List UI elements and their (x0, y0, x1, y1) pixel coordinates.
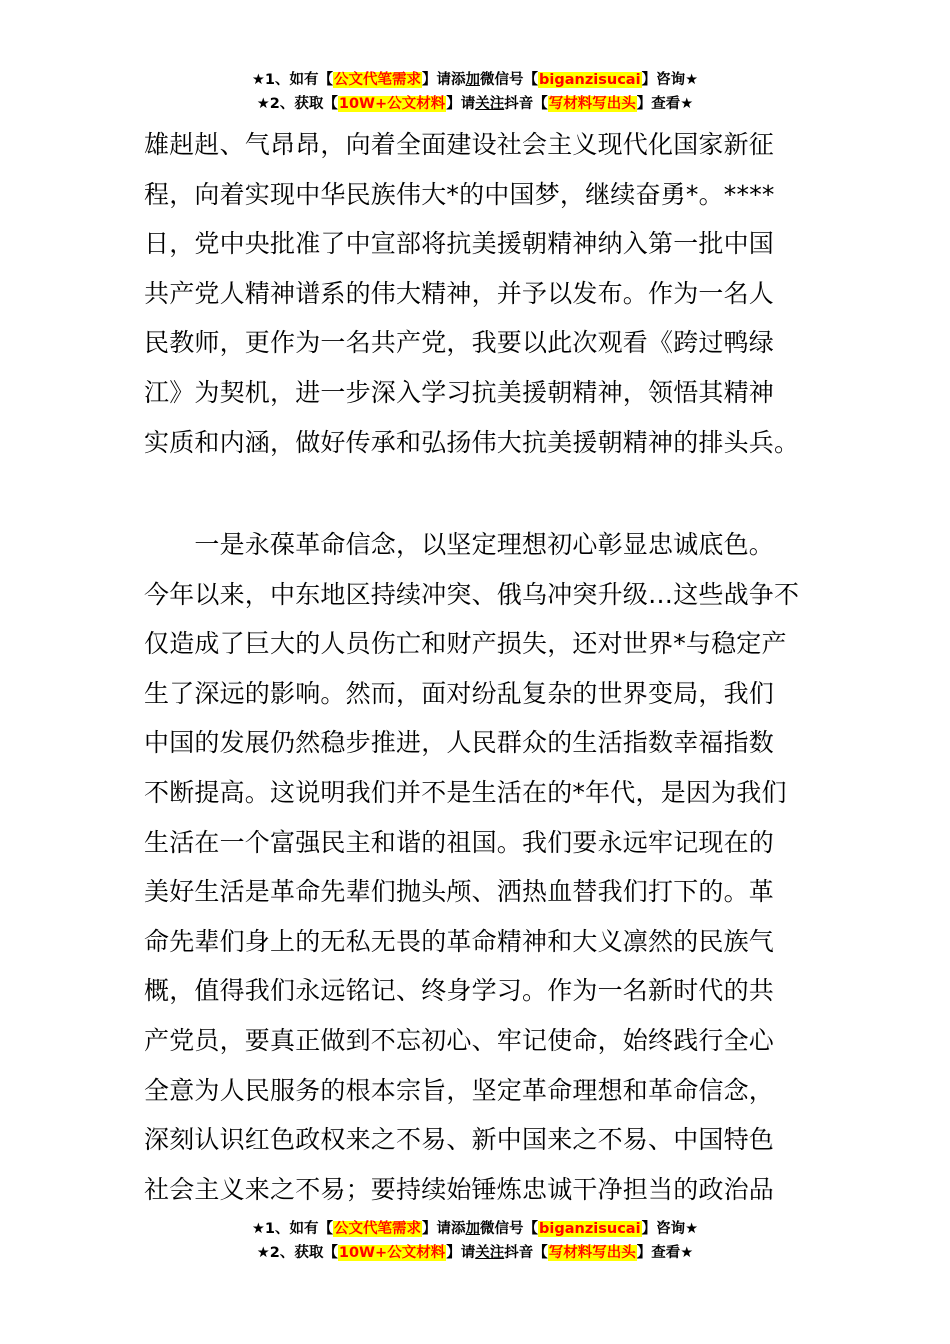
text-line: 生活在一个富强民主和谐的祖国。我们要永远牢记现在的 (144, 827, 775, 857)
text-line: 中国的发展仍然稳步推进，人民群众的生活指数幸福指数 (144, 728, 775, 758)
materials-highlight: 10W+公文材料 (338, 96, 446, 112)
text-line: 程，向着实现中华民族伟大*的中国梦，继续奋勇*。**** (144, 179, 775, 209)
header-line-2-suffix: 】查看★ (636, 96, 694, 112)
text-line: 命先辈们身上的无私无畏的革命精神和大义凛然的民族气 (144, 926, 775, 956)
text-line: 雄赳赳、气昂昂，向着全面建设社会主义现代化国家新征 (144, 130, 775, 159)
footer-line-1-middle: 】请添 (422, 1221, 466, 1237)
text-line: 生了深远的影响。然而，面对纷乱复杂的世界变局，我们 (144, 678, 775, 708)
text-line: 今年以来，中东地区持续冲突、俄乌冲突升级…这些战争不 (144, 579, 800, 609)
footer-line-2-underlined: 关注 (475, 1245, 505, 1261)
text-line: 共产党人精神谱系的伟大精神，并予以发布。作为一名人 (144, 278, 775, 308)
header-line-2 (0, 93, 950, 117)
header-line-1-middle-2: 微信号【 (480, 72, 539, 88)
footer-line-1-middle-2: 微信号【 (480, 1221, 539, 1237)
header-line-1 (0, 69, 950, 93)
footer-line-2 (0, 1242, 950, 1266)
text-line: 全意为人民服务的根本宗旨，坚定革命理想和革命信念， (144, 1075, 775, 1105)
footer-line-2-middle: 】请 (446, 1245, 476, 1261)
footer-line-1-suffix: 】咨询★ (641, 1221, 699, 1237)
footer-line-1 (0, 1218, 950, 1242)
paragraph-1 (144, 120, 808, 467)
header-line-1-prefix: ★1、如有【 (251, 72, 334, 88)
text-line: 江》为契机，进一步深入学习抗美援朝精神，领悟其精神 (144, 377, 775, 407)
header-line-2-middle-2: 抖音【 (504, 96, 548, 112)
footer-line-2-prefix: ★2、获取【 (256, 1245, 338, 1261)
text-line: 民教师，更作为一名共产党，我要以此次观看《跨过鸭绿 (144, 328, 775, 358)
text-line: 深刻认识红色政权来之不易、新中国来之不易、中国特色 (144, 1125, 775, 1155)
text-line: 实质和内涵，做好传承和弘扬伟大抗美援朝精神的排头兵。 (144, 427, 800, 457)
footer-line-2-suffix: 】查看★ (636, 1245, 694, 1261)
header-line-2-middle: 】请 (446, 96, 476, 112)
wechat-id-highlight: biganzisucai (539, 1221, 641, 1237)
ghostwriting-highlight: 公文代笔需求 (334, 72, 422, 88)
footer-line-1-prefix: ★1、如有【 (251, 1221, 334, 1237)
douyin-account-highlight: 写材料写出头 (548, 96, 636, 112)
materials-highlight: 10W+公文材料 (338, 1245, 446, 1261)
header-line-2-prefix: ★2、获取【 (256, 96, 338, 112)
header-line-1-suffix: 】咨询★ (641, 72, 699, 88)
footer-line-2-middle-2: 抖音【 (504, 1245, 548, 1261)
header-banner (0, 69, 950, 117)
douyin-account-highlight: 写材料写出头 (548, 1245, 636, 1261)
text-line: 美好生活是革命先辈们抛头颅、洒热血替我们打下的。革 (144, 877, 775, 907)
wechat-id-highlight: biganzisucai (539, 72, 641, 88)
ghostwriting-highlight: 公文代笔需求 (334, 1221, 422, 1237)
footer-banner (0, 1218, 950, 1266)
text-line: 一是永葆革命信念，以坚定理想初心彰显忠诚底色。 (144, 530, 775, 559)
text-line: 不断提高。这说明我们并不是生活在的*年代，是因为我们 (144, 777, 787, 807)
header-line-1-middle: 】请添 (422, 72, 466, 88)
footer-line-1-underlined: 加 (465, 1221, 481, 1237)
header-line-2-underlined: 关注 (475, 96, 505, 112)
text-line: 社会主义来之不易；要持续始锤炼忠诚干净担当的政治品 (144, 1174, 775, 1204)
text-line: 产党员，要真正做到不忘初心、牢记使命，始终践行全心 (144, 1025, 775, 1055)
text-line: 概，值得我们永远铭记、终身学习。作为一名新时代的共 (144, 976, 775, 1006)
text-line: 仅造成了巨大的人员伤亡和财产损失，还对世界*与稳定产 (144, 629, 787, 659)
header-line-1-underlined: 加 (465, 72, 481, 88)
text-line: 日，党中央批准了中宣部将抗美援朝精神纳入第一批中国 (144, 229, 775, 259)
paragraph-2 (144, 520, 808, 1214)
